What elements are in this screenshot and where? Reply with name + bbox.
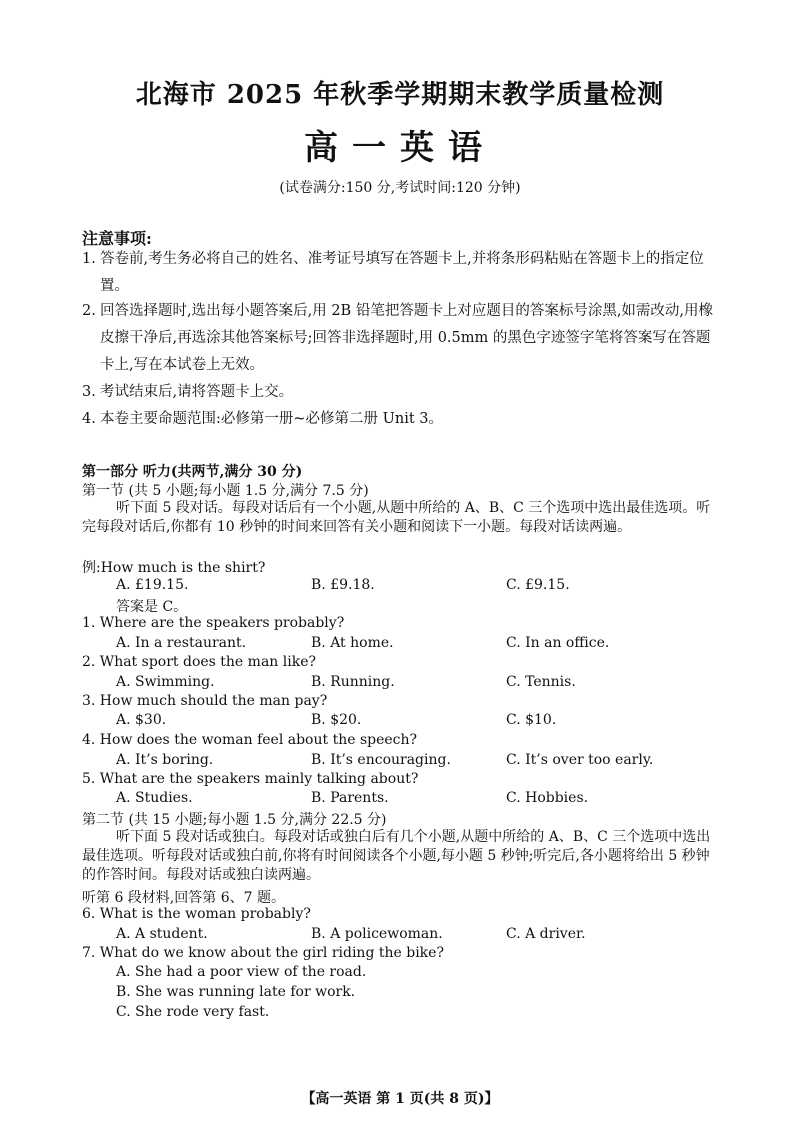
option: C. She rode very fast. [116, 1004, 270, 1020]
question: 6. What is the woman probably? [82, 906, 311, 922]
question: 1. Where are the speakers probably? [82, 615, 345, 631]
part1-heading: 第一部分 听力(共两节,满分 30 分) [82, 464, 303, 480]
question: 7. What do we know about the girl riding the bike? [82, 945, 444, 961]
section1-heading: 第一节 (共 5 小题;每小题 1.5 分,满分 7.5 分) [82, 483, 369, 499]
notice-heading: 注意事项: [82, 229, 152, 248]
option: C. A driver. [506, 926, 586, 942]
notice-index: 2. [82, 303, 96, 319]
notice-item [82, 379, 722, 406]
option: B. $20. [311, 712, 362, 728]
notice-item [82, 246, 722, 300]
option: B. A policewoman. [311, 926, 443, 942]
option: C. Tennis. [506, 674, 576, 690]
question: 4. How does the woman feel about the speech? [82, 732, 418, 748]
option: C. $10. [506, 712, 557, 728]
section2-instructions: 听下面 5 段对话或独白。每段对话或独白后有几个小题,从题中所给的 A、B、C 三个选项中选出最佳选项。听每段对话或独白前,你将有时间阅读各个小题,每小题 5 秒钟;听完后,各小题将给出 5 秒钟的作答时间。每段对话或独白读两遍。 [82, 829, 711, 883]
notice-index: 1. [82, 251, 96, 267]
exam-info: (试卷满分:150 分,考试时间:120 分钟) [279, 180, 521, 196]
option: B. Running. [311, 674, 395, 690]
notice-item [82, 406, 722, 433]
notice-text: 回答选择题时,选出每小题答案后,用 2B 铅笔把答题卡上对应题目的答案标号涂黑,如需改动,用橡皮擦干净后,再选涂其他答案标号;回答非选择题时,用 0.5mm 的黑色字迹签字笔将答案写在答题卡上,写在本试卷上无效。 [100, 303, 714, 373]
notice-text: 答卷前,考生务必将自己的姓名、准考证号填写在答题卡上,并将条形码粘贴在答题卡上的指定位置。 [100, 251, 704, 294]
option: A. £19.15. [116, 577, 189, 593]
option: B. It’s encouraging. [311, 752, 451, 768]
option: C. It’s over too early. [506, 752, 654, 768]
option: A. It’s boring. [116, 752, 214, 768]
section1-instructions: 听下面 5 段对话。每段对话后有一个小题,从题中所给的 A、B、C 三个选项中选出最佳选项。听完每段对话后,你都有 10 秒钟的时间来回答有关小题和阅读下一小题。每段对话读两遍。 [82, 500, 711, 535]
option: C. In an office. [506, 635, 610, 651]
question: 5. What are the speakers mainly talking about? [82, 771, 419, 787]
notice-item [82, 298, 722, 379]
example-answer: 答案是 C。 [116, 599, 188, 615]
example-question: 例:How much is the shirt? [82, 560, 266, 576]
question: 3. How much should the man pay? [82, 693, 328, 709]
option: A. A student. [116, 926, 208, 942]
option: B. At home. [311, 635, 394, 651]
option: C. Hobbies. [506, 790, 589, 806]
subject-title: 高一英语 [304, 128, 496, 168]
option: A. She had a poor view of the road. [116, 964, 367, 980]
notice-index: 3. [82, 384, 96, 400]
option: B. £9.18. [311, 577, 375, 593]
option: A. Studies. [116, 790, 193, 806]
option: A. In a restaurant. [116, 635, 247, 651]
section2-heading: 第二节 (共 15 小题;每小题 1.5 分,满分 22.5 分) [82, 812, 387, 828]
notice-text: 考试结束后,请将答题卡上交。 [100, 384, 294, 400]
notice-text: 本卷主要命题范围:必修第一册~必修第二册 Unit 3。 [100, 411, 443, 427]
exam-title: 北海市 2025 年秋季学期期末教学质量检测 [135, 80, 665, 110]
notice-index: 4. [82, 411, 96, 427]
option: A. Swimming. [116, 674, 215, 690]
option: B. Parents. [311, 790, 389, 806]
option: C. £9.15. [506, 577, 570, 593]
option: A. $30. [116, 712, 167, 728]
page-footer: 【高一英语 第 1 页(共 8 页)】 [301, 1091, 499, 1107]
option: B. She was running late for work. [116, 984, 356, 1000]
material-note: 听第 6 段材料,回答第 6、7 题。 [82, 890, 285, 906]
question: 2. What sport does the man like? [82, 654, 316, 670]
